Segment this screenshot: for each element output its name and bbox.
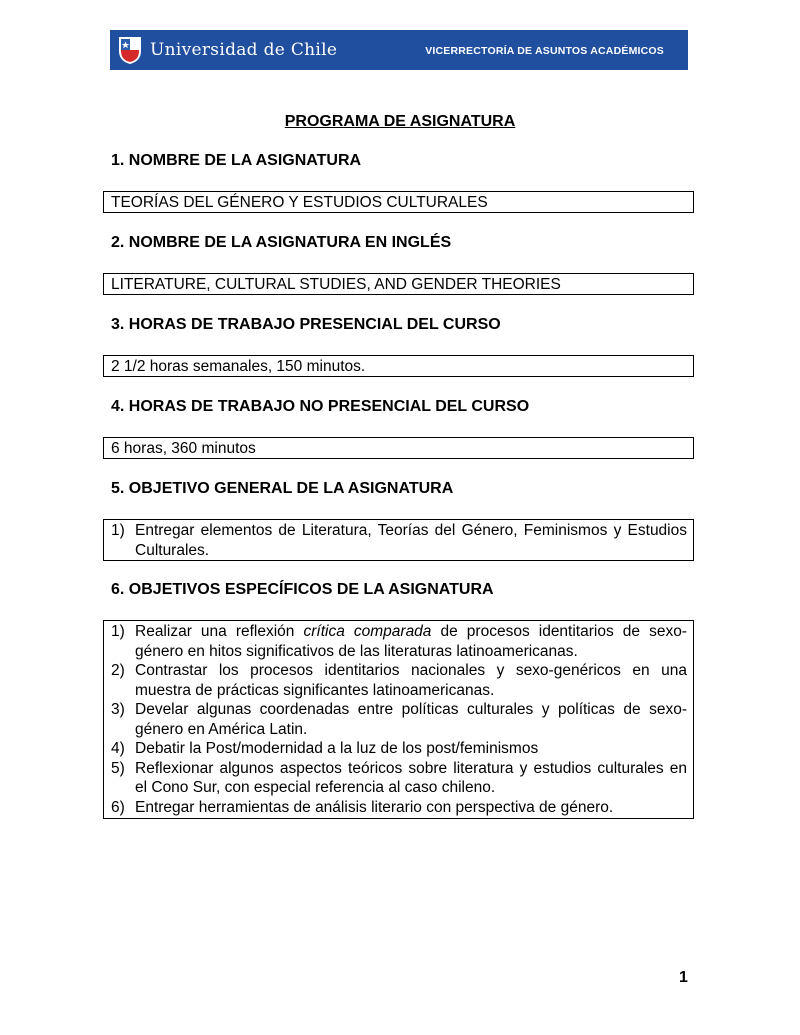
list-item-text: Entregar elementos de Literatura, Teorías del Género, Feminismos y Estudios Culturales. xyxy=(135,522,687,559)
list-item xyxy=(111,622,687,661)
list-item-number: 6) xyxy=(111,798,125,816)
section-heading-4: 4. HORAS DE TRABAJO NO PRESENCIAL DEL CURSO xyxy=(111,398,530,415)
section-box-4 xyxy=(103,437,694,459)
vicerrectoria-label: VICERRECTORÍA DE ASUNTOS ACADÉMICOS xyxy=(425,45,664,57)
university-crest-icon xyxy=(117,35,143,65)
list-item-number: 1) xyxy=(111,522,125,539)
list-item-number: 4) xyxy=(111,740,125,757)
section-heading-5: 5. OBJETIVO GENERAL DE LA ASIGNATURA xyxy=(111,480,454,497)
section-box-2 xyxy=(103,273,694,295)
non-contact-hours-value: 6 horas, 360 minutos xyxy=(111,440,256,457)
list-item xyxy=(111,798,687,818)
list-item-text: Contrastar los procesos identitarios nacionales y sexo-genéricos en una muestra de prácticas significantes latinoamericanas. xyxy=(135,662,687,699)
list-item xyxy=(111,661,687,700)
section-heading-1: 1. NOMBRE DE LA ASIGNATURA xyxy=(111,152,362,169)
course-name-english-value: LITERATURE, CULTURAL STUDIES, AND GENDER THEORIES xyxy=(111,276,561,293)
section-heading-2: 2. NOMBRE DE LA ASIGNATURA EN INGLÉS xyxy=(111,234,452,251)
list-item xyxy=(111,759,687,798)
list-item-number: 1) xyxy=(111,623,125,640)
list-item-text: Develar algunas coordenadas entre políticas culturales y políticas de sexo-género en América Latin. xyxy=(135,701,687,738)
list-item xyxy=(111,700,687,739)
section-box-5 xyxy=(103,519,694,561)
section-heading-6: 6. OBJETIVOS ESPECÍFICOS DE LA ASIGNATURA xyxy=(111,581,494,598)
general-objective-list xyxy=(111,521,687,560)
section-box-3 xyxy=(103,355,694,377)
list-item xyxy=(111,521,687,560)
section-box-6 xyxy=(103,620,694,819)
list-item-text: Reflexionar algunos aspectos teóricos sobre literatura y estudios culturales en el Cono Sur, con especial referencia al caso chileno. xyxy=(135,759,687,796)
list-item-text: Entregar herramientas de análisis literario con perspectiva de género. xyxy=(135,798,614,816)
list-item-number: 5) xyxy=(111,759,125,777)
list-item-number: 2) xyxy=(111,662,125,679)
list-item-text: Realizar una reflexión xyxy=(135,623,304,640)
specific-objectives-list xyxy=(111,622,687,817)
list-item-number: 3) xyxy=(111,701,125,718)
section-heading-3: 3. HORAS DE TRABAJO PRESENCIAL DEL CURSO xyxy=(111,316,501,333)
page-number: 1 xyxy=(679,969,688,986)
list-item-emphasis: crítica comparada xyxy=(303,623,432,640)
list-item-text: Debatir la Post/modernidad a la luz de los post/feminismos xyxy=(135,740,539,757)
list-item-text: de procesos identitarios de sexo-género en hitos significativos de las literaturas latinoamericanas. xyxy=(135,623,687,660)
section-box-1 xyxy=(103,191,694,213)
course-name-value: TEORÍAS DEL GÉNERO Y ESTUDIOS CULTURALES xyxy=(111,194,488,211)
list-item xyxy=(111,739,687,759)
contact-hours-value: 2 1/2 horas semanales, 150 minutos. xyxy=(111,358,366,375)
university-name: Universidad de Chile xyxy=(150,40,338,60)
header-banner xyxy=(110,30,688,70)
page-title: PROGRAMA DE ASIGNATURA xyxy=(284,113,516,130)
